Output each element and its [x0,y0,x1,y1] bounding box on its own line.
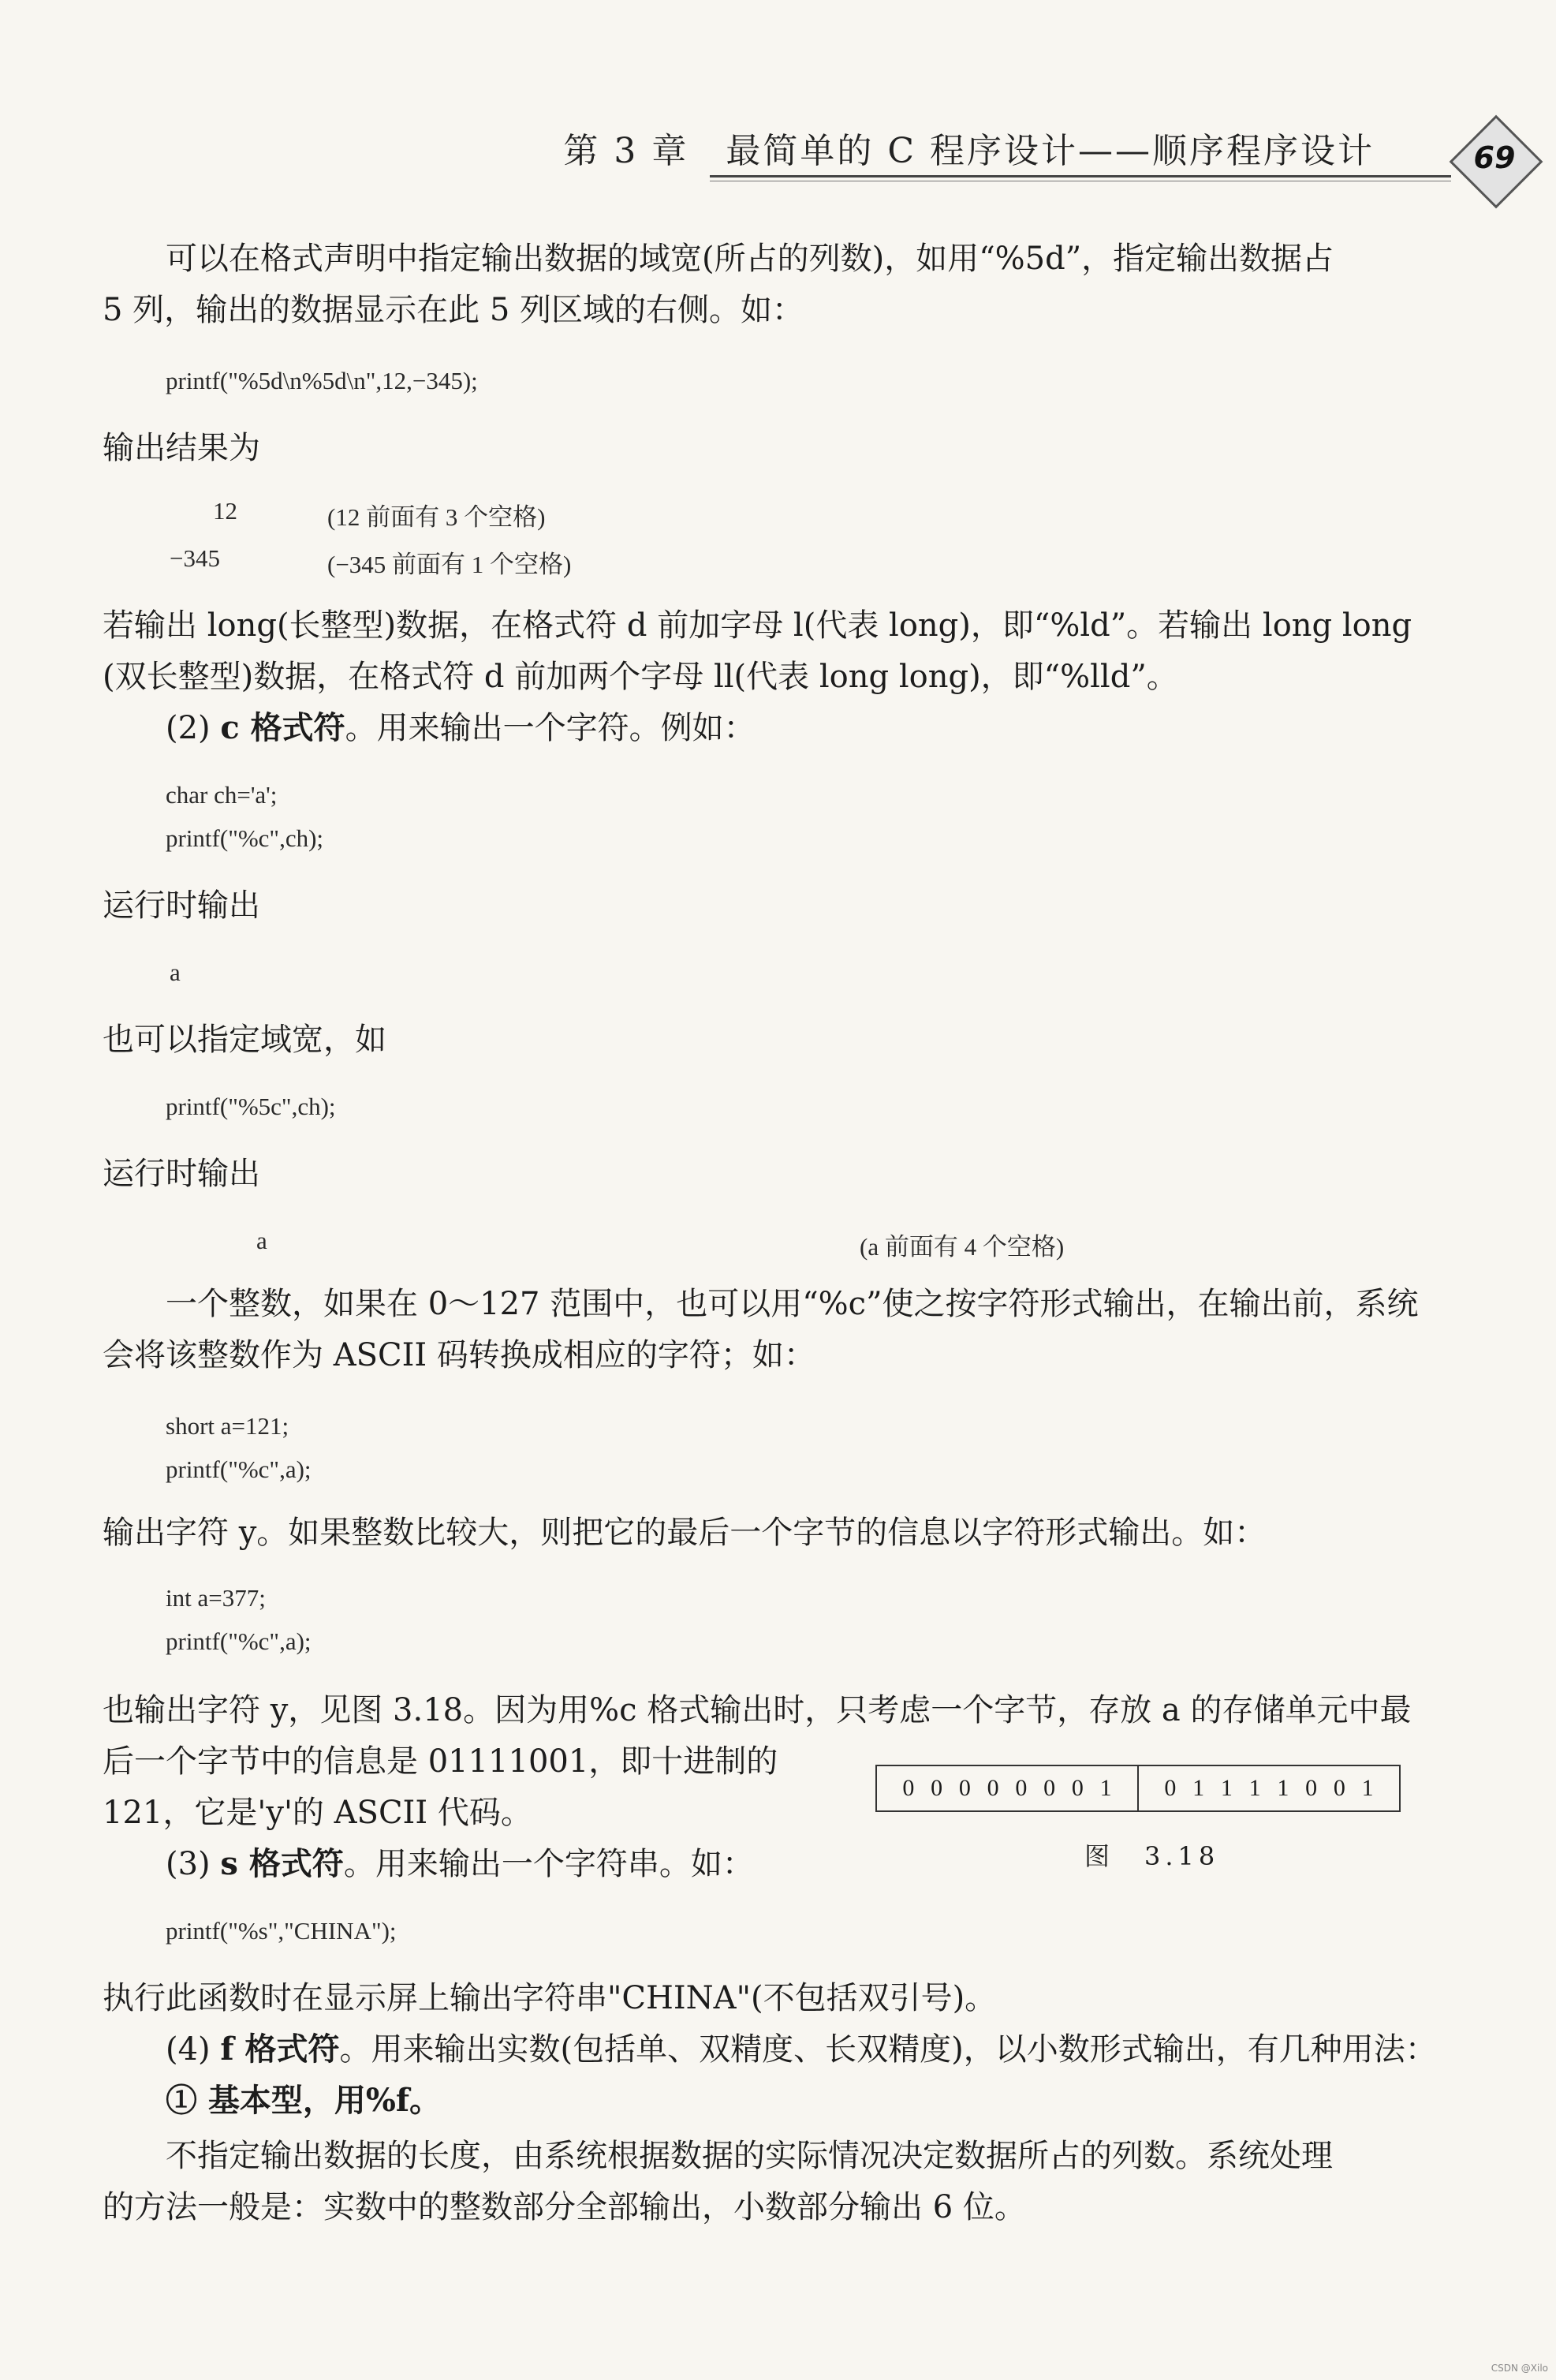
figure-caption: 图 3.18 [1084,1841,1220,1871]
bit: 1 [1192,1775,1205,1801]
bit: 1 [1277,1775,1289,1801]
page-number: 69 [1473,140,1516,175]
bit: 0 [1043,1775,1056,1801]
bit: 0 [958,1775,971,1801]
code-line: int a=377; [166,1584,266,1612]
label-text: 运行时输出 [103,887,260,924]
figure-3-18-memory-bytes [875,1765,1401,1812]
section-c-heading [166,706,756,750]
paragraph-line: 5 列，输出的数据显示在此 5 列区域的右侧。如： [103,292,804,328]
section-title: f 格式符 [220,2031,340,2068]
bit: 1 [1248,1775,1261,1801]
section-title: c 格式符 [220,709,345,746]
paragraph-line: 不指定输出数据的长度，由系统根据数据的实际情况决定数据所占的列数。系统处理 [166,2138,1333,2174]
bit: 0 [1015,1775,1028,1801]
code-line: printf("%s","CHINA"); [166,1917,397,1945]
bit: 0 [931,1775,943,1801]
byte-high [877,1766,1137,1810]
section-f-heading [166,2027,1437,2072]
code-line: short a=121; [166,1412,289,1440]
output-value: −345 [170,544,220,572]
subsection-heading: ① 基本型，用%f。 [166,2082,442,2119]
bit: 0 [1164,1775,1177,1801]
bit: 0 [902,1775,915,1801]
code-line: printf("%5c",ch); [166,1093,336,1120]
bit: 1 [1099,1775,1112,1801]
label-text: 也可以指定域宽，如 [103,1022,386,1058]
label-text: 输出结果为 [103,430,260,466]
bit: 1 [1361,1775,1374,1801]
output-value: a [256,1227,267,1254]
section-number: (4) [166,2031,221,2068]
section-s-heading [166,1842,754,1886]
label-text: 运行时输出 [103,1156,260,1192]
bit: 0 [1305,1775,1318,1801]
byte-low [1137,1766,1399,1810]
paragraph-line: 也输出字符 y，见图 3.18。因为用%c 格式输出时，只考虑一个字节，存放 a 的存储单元中最 [103,1692,1412,1728]
section-number: (2) [166,710,221,746]
section-text: 。用来输出一个字符。例如： [345,710,756,746]
output-note: (−345 前面有 1 个空格) [327,551,572,578]
paragraph-line: 输出字符 y。如果整数比较大，则把它的最后一个字节的信息以字符形式输出。如： [103,1515,1267,1551]
code-line: printf("%c",a); [166,1455,312,1483]
code-line: printf("%c",a); [166,1627,312,1655]
bit: 0 [1333,1775,1345,1801]
paragraph-line: 会将该整数作为 ASCII 码转换成相应的字符；如： [103,1337,815,1373]
section-text: 。用来输出实数(包括单、双精度、长双精度)，以小数形式输出，有几种用法： [339,2031,1437,2068]
paragraph-line: 后一个字节中的信息是 01111001，即十进制的 [103,1743,778,1780]
bit: 1 [1220,1775,1233,1801]
bit: 0 [987,1775,999,1801]
output-note: (a 前面有 4 个空格) [860,1233,1065,1261]
code-line: printf("%5d\n%5d\n",12,−345); [166,367,478,394]
paragraph-line: 的方法一般是：实数中的整数部分全部输出，小数部分输出 6 位。 [103,2189,1026,2225]
paragraph-line: 可以在格式声明中指定输出数据的域宽(所占的列数)，如用“%5d”，指定输出数据占 [166,241,1334,277]
chapter-title: 第 3 章 最简单的 C 程序设计——顺序程序设计 [563,131,1375,171]
paragraph-line: 若输出 long(长整型)数据，在格式符 d 前加字母 l(代表 long)，即“%ld”。若输出 long long [103,607,1412,644]
code-line: char ch='a'; [166,781,278,809]
section-title: s 格式符 [220,1845,344,1882]
paragraph-line: (双长整型)数据，在格式符 d 前加两个字母 ll(代表 long long)，即“%lld”。 [103,659,1178,695]
paragraph-line: 121，它是'y'的 ASCII 代码。 [103,1795,532,1831]
watermark-text: CSDN @Xilo [1491,2363,1548,2374]
paragraph-line: 一个整数，如果在 0～127 范围中，也可以用“%c”使之按字符形式输出，在输出前，系统 [166,1286,1419,1322]
paragraph-line: 执行此函数时在显示屏上输出字符串"CHINA"(不包括双引号)。 [103,1980,997,2016]
output-note: (12 前面有 3 个空格) [327,503,546,531]
code-line: printf("%c",ch); [166,824,324,852]
section-number: (3) [166,1846,221,1882]
output-value: 12 [213,497,237,525]
bit: 0 [1071,1775,1084,1801]
header-rule [710,175,1451,177]
output-value: a [170,958,181,986]
section-text: 。用来输出一个字符串。如： [343,1846,754,1882]
